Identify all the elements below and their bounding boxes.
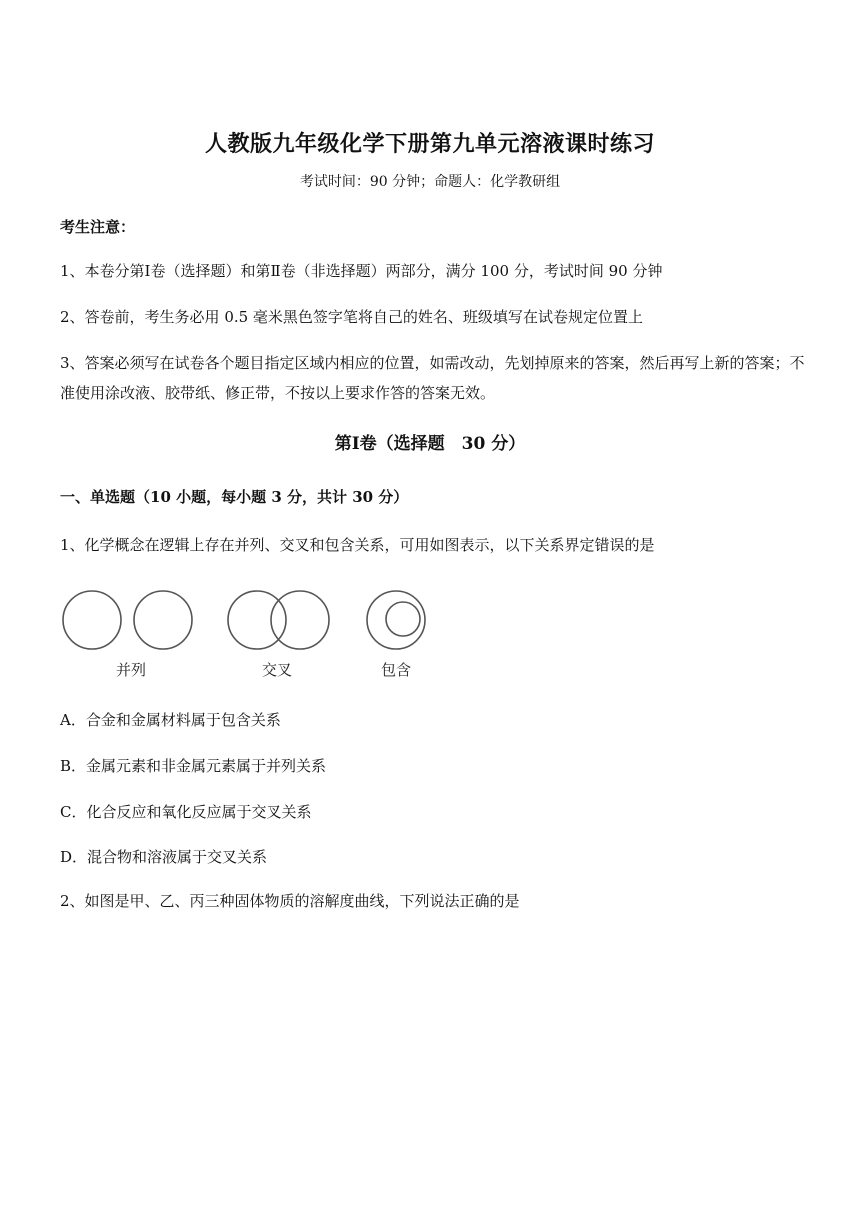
page-title: 人教版九年级化学下册第九单元溶液课时练习 — [204, 131, 655, 157]
parallel-circle-right — [134, 591, 192, 649]
option-b: B．金属元素和非金属元素属于并列关系 — [60, 757, 327, 775]
section-title: 第Ⅰ卷（选择题 30 分） — [334, 434, 526, 454]
option-c: C．化合反应和氧化反应属于交叉关系 — [60, 803, 312, 821]
exam-info: 考试时间：90 分钟；命题人：化学教研组 — [299, 174, 561, 190]
notice-heading: 考生注意： — [60, 218, 136, 236]
notice-item-1: 1、本卷分第Ⅰ卷（选择题）和第Ⅱ卷（非选择题）两部分，满分 100 分，考试时间 90 分钟 — [60, 262, 663, 280]
relationship-diagram — [58, 584, 438, 684]
label-contain: 包含 — [380, 661, 412, 679]
cross-circle-right — [271, 591, 329, 649]
cross-circle-left — [228, 591, 286, 649]
part-heading: 一、单选题（10 小题，每小题 3 分，共计 30 分） — [60, 488, 409, 506]
question-2-text: 2、如图是甲、乙、丙三种固体物质的溶解度曲线，下列说法正确的是 — [60, 892, 520, 910]
label-cross: 交叉 — [261, 661, 293, 679]
question-1-text: 1、化学概念在逻辑上存在并列、交叉和包含关系，可用如图表示，以下关系界定错误的是 — [60, 536, 655, 554]
contain-circle-outer — [367, 591, 425, 649]
contain-circle-inner — [386, 602, 420, 636]
option-a: A．合金和金属材料属于包含关系 — [60, 711, 281, 729]
notice-item-2: 2、答卷前，考生务必用 0.5 毫米黑色签字笔将自己的姓名、班级填写在试卷规定位置上 — [60, 308, 643, 326]
notice-item-3: 3、答案必须写在试卷各个题目指定区域内相应的位置，如需改动，先划掉原来的答案，然后再写上新的答案；不准使用涂改液、胶带纸、修正带，不按以上要求作答的答案无效。 — [60, 354, 805, 402]
option-d: D．混合物和溶液属于交叉关系 — [60, 848, 268, 866]
label-parallel: 并列 — [115, 661, 147, 679]
parallel-circle-left — [63, 591, 121, 649]
